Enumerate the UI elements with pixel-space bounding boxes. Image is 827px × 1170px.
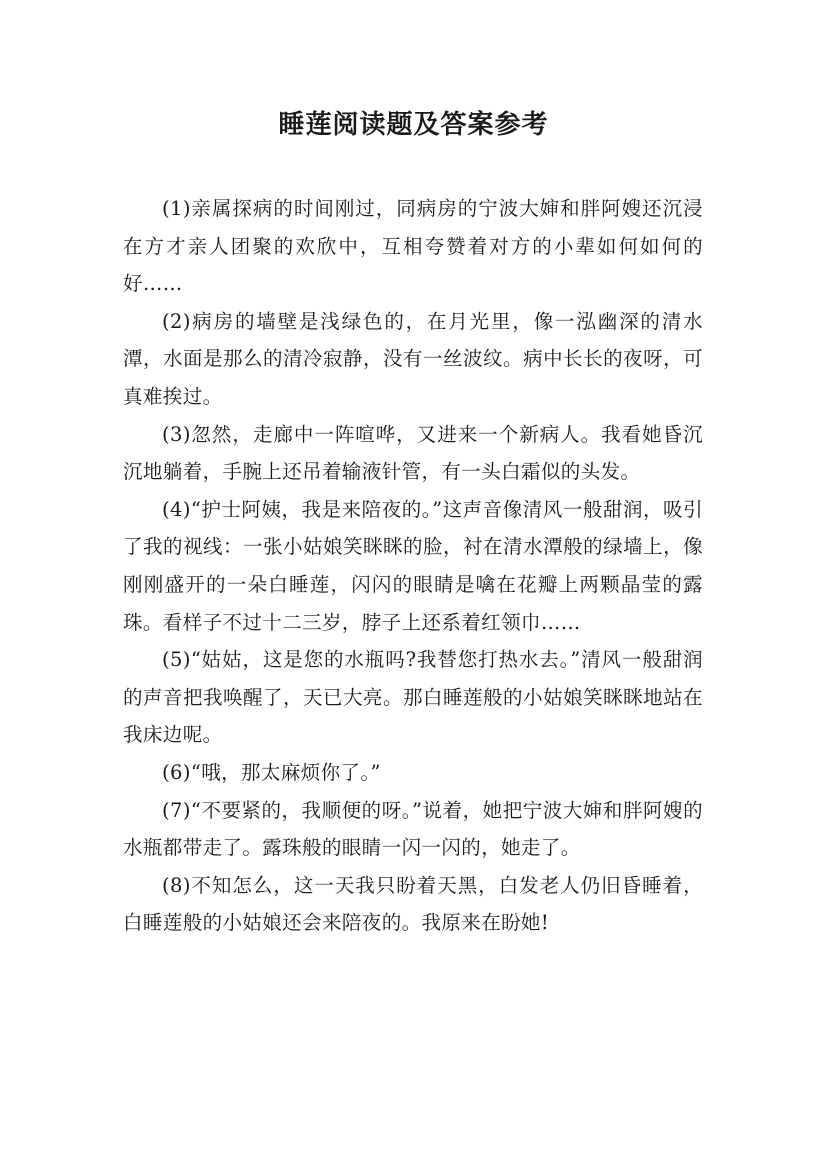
paragraph-2: (2)病房的墙壁是浅绿色的，在月光里，像一泓幽深的清水潭，水面是那么的清冷寂静，没有一丝波纹。病中长长的夜呀，可真难挨过。 [123, 309, 703, 408]
paragraph-7: (7)“不要紧的，我顺便的呀。”说着，她把宁波大婶和胖阿嫂的水瓶都带走了。露珠般的眼睛一闪一闪的，她走了。 [123, 798, 703, 860]
document-title: 睡莲阅读题及答案参考 [278, 110, 549, 140]
paragraph-3: (3)忽然，走廊中一阵喧哗，又进来一个新病人。我看她昏沉沉地躺着，手腕上还吊着输液针管，有一头白霜似的头发。 [123, 422, 703, 484]
paragraph-5: (5)“姑姑，这是您的水瓶吗?我替您打热水去。”清风一般甜润的声音把我唤醒了，天已大亮。那白睡莲般的小姑娘笑眯眯地站在我床边呢。 [123, 648, 703, 747]
paragraph-4: (4)“护士阿姨，我是来陪夜的。”这声音像清风一般甜润，吸引了我的视线：一张小姑娘笑眯眯的脸，衬在清水潭般的绿墙上，像刚刚盛开的一朵白睡莲，闪闪的眼睛是噙在花瓣上两颗晶莹的露珠。看样子不过十二三岁，脖子上还系着红领巾…… [123, 497, 703, 634]
paragraph-1: (1)亲属探病的时间刚过，同病房的宁波大婶和胖阿嫂还沉浸在方才亲人团聚的欢欣中，互相夸赞着对方的小辈如何如何的好…… [123, 197, 703, 296]
paragraph-8: (8)不知怎么，这一天我只盼着天黑，白发老人仍旧昏睡着，白睡莲般的小姑娘还会来陪夜的。我原来在盼她! [123, 873, 703, 935]
document-body [123, 190, 703, 942]
paragraph-6: (6)“哦，那太麻烦你了。” [162, 760, 381, 784]
